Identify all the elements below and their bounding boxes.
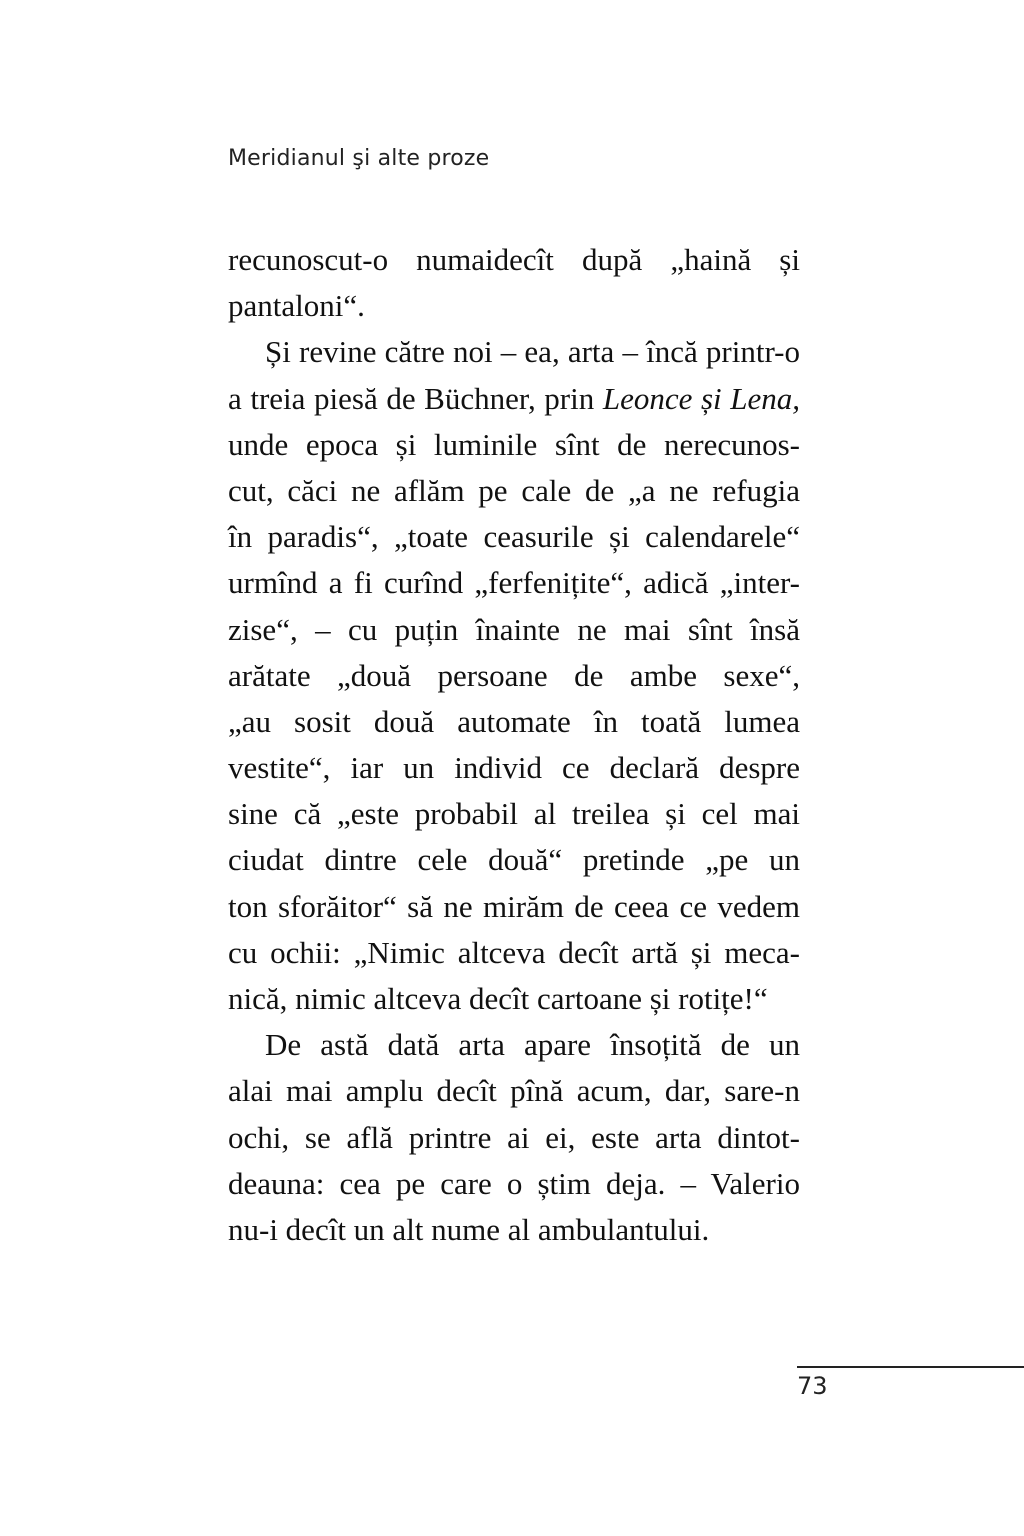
text-line: deauna: cea pe care o știm deja. – Valerio [228, 1165, 800, 1201]
text-line: recunoscut-o numaidecît după „haină și [228, 242, 800, 277]
footer-rule [797, 1366, 1024, 1368]
text-line: urmînd a fi curînd „ferfenițite“, adică „inter- [228, 565, 800, 601]
running-head: Meridianul şi alte proze [228, 146, 490, 171]
text-line: sine că „este probabil al treilea și cel mai [228, 796, 800, 832]
text-segment: a treia piesă de Büchner, prin [228, 380, 603, 416]
text-line: ochi, se află printre ai ei, este arta dintot- [228, 1119, 800, 1155]
work-title: Leonce și Lena, [602, 380, 800, 416]
text-line: alai mai amplu decît pînă acum, dar, sare-n [228, 1073, 800, 1109]
text-line: zise“, – cu puțin înainte ne mai sînt însă [228, 611, 800, 647]
text-line: nică, nimic altceva decît cartoane și rotițe!“ [228, 981, 768, 1016]
page-number: 73 [797, 1372, 828, 1400]
text-line: cut, căci ne aflăm pe cale de „a ne refugia [228, 472, 800, 508]
text-line: Și revine către noi – ea, arta – încă printr-o [265, 334, 800, 370]
text-line: cu ochii: „Nimic altceva decît artă și meca- [228, 934, 800, 970]
text-line: vestite“, iar un individ ce declară despre [228, 750, 800, 786]
text-line: unde epoca și luminile sînt de nerecunos- [228, 426, 800, 462]
body-text [228, 237, 800, 1253]
text-line: în paradis“, „toate ceasurile și calendarele“ [228, 519, 800, 555]
text-line-with-title [228, 376, 800, 422]
text-line: nu-i decît un alt nume al ambulantului. [228, 1211, 710, 1247]
text-line: ciudat dintre cele două“ pretinde „pe un [228, 842, 800, 878]
text-line: arătate „două persoane de ambe sexe“, [228, 657, 800, 693]
text-line: „au sosit două automate în toată lumea [228, 703, 800, 739]
text-line: De astă dată arta apare însoțită de un [265, 1027, 800, 1063]
text-line: ton sforăitor“ să ne mirăm de ceea ce vedem [228, 888, 800, 924]
text-line: pantaloni“. [228, 288, 365, 324]
